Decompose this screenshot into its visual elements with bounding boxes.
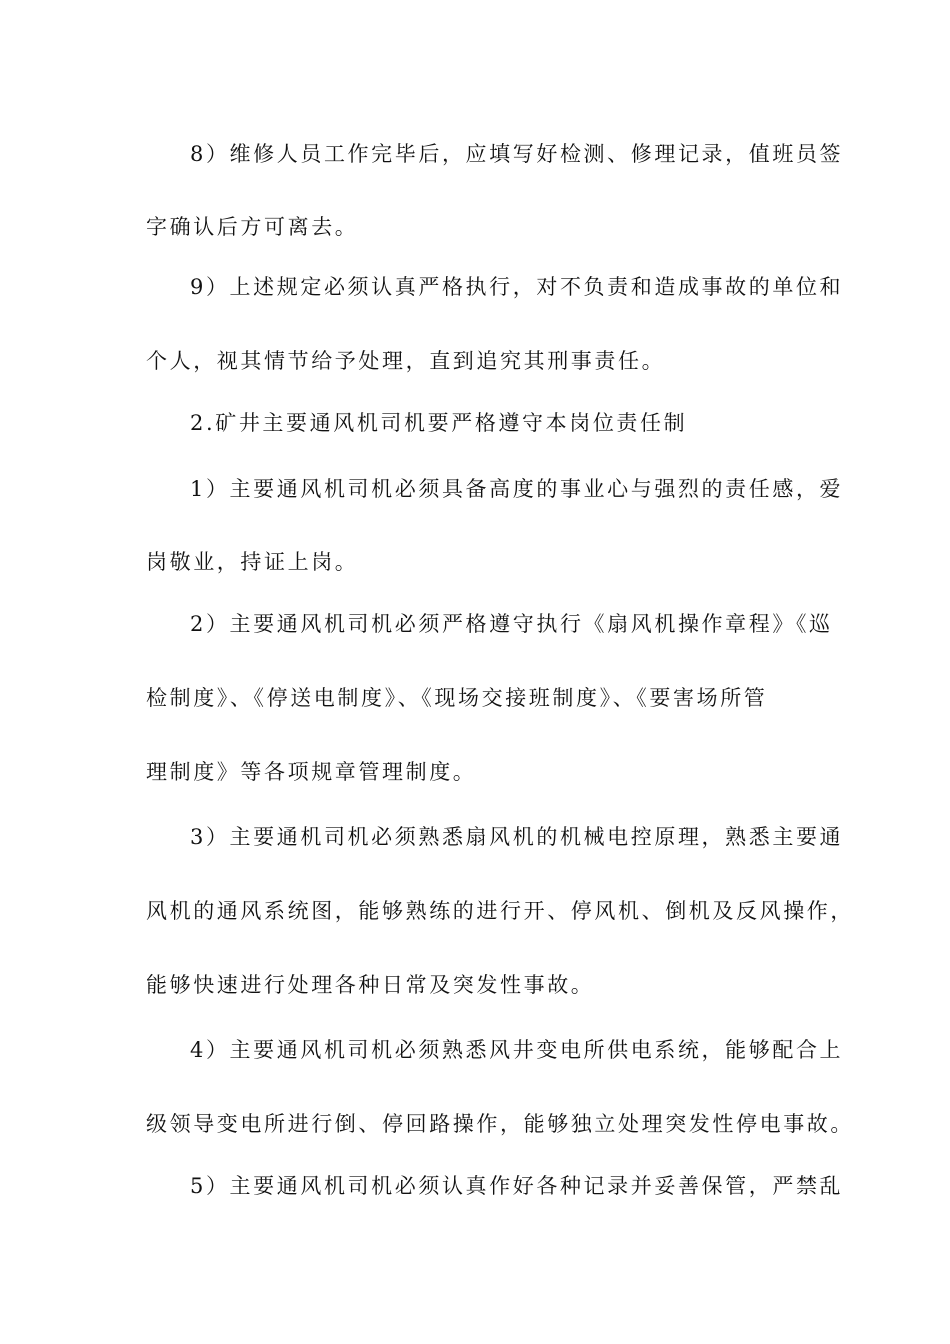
paragraph-8-line-2: 字确认后方可离去。 — [146, 215, 359, 239]
item-5-line-1: 5）主要通风机司机必须认真作好各种记录并妥善保管，严禁乱 — [190, 1174, 844, 1198]
item-3-line-1: 3）主要通机司机必须熟悉扇风机的机械电控原理，熟悉主要通 — [190, 825, 844, 849]
item-3-line-3: 能够快速进行处理各种日常及突发性事故。 — [146, 973, 595, 997]
item-2-line-3: 理制度》等各项规章管理制度。 — [146, 760, 477, 784]
item-2-line-2: 检制度》、《停送电制度》、《现场交接班制度》、《要害场所管 — [146, 686, 768, 710]
item-1-line-1: 1）主要通风机司机必须具备高度的事业心与强烈的责任感，爱 — [190, 477, 844, 501]
paragraph-9-line-1: 9）上述规定必须认真严格执行，对不负责和造成事故的单位和 — [190, 275, 844, 299]
item-4-line-2: 级领导变电所进行倒、停回路操作，能够独立处理突发性停电事故。 — [146, 1112, 854, 1136]
item-2-line-1: 2）主要通风机司机必须严格遵守执行《扇风机操作章程》《巡 — [190, 612, 833, 636]
item-3-line-2: 风机的通风系统图，能够熟练的进行开、停风机、倒机及反风操作， — [146, 899, 854, 923]
paragraph-9-line-2: 个人，视其情节给予处理，直到追究其刑事责任。 — [146, 349, 666, 373]
item-1-line-2: 岗敬业，持证上岗。 — [146, 550, 359, 574]
paragraph-8-line-1: 8）维修人员工作完毕后，应填写好检测、修理记录，值班员签 — [190, 142, 844, 166]
section-heading: 2.矿井主要通风机司机要严格遵守本岗位责任制 — [190, 411, 688, 435]
item-4-line-1: 4）主要通风机司机必须熟悉风井变电所供电系统，能够配合上 — [190, 1038, 844, 1062]
